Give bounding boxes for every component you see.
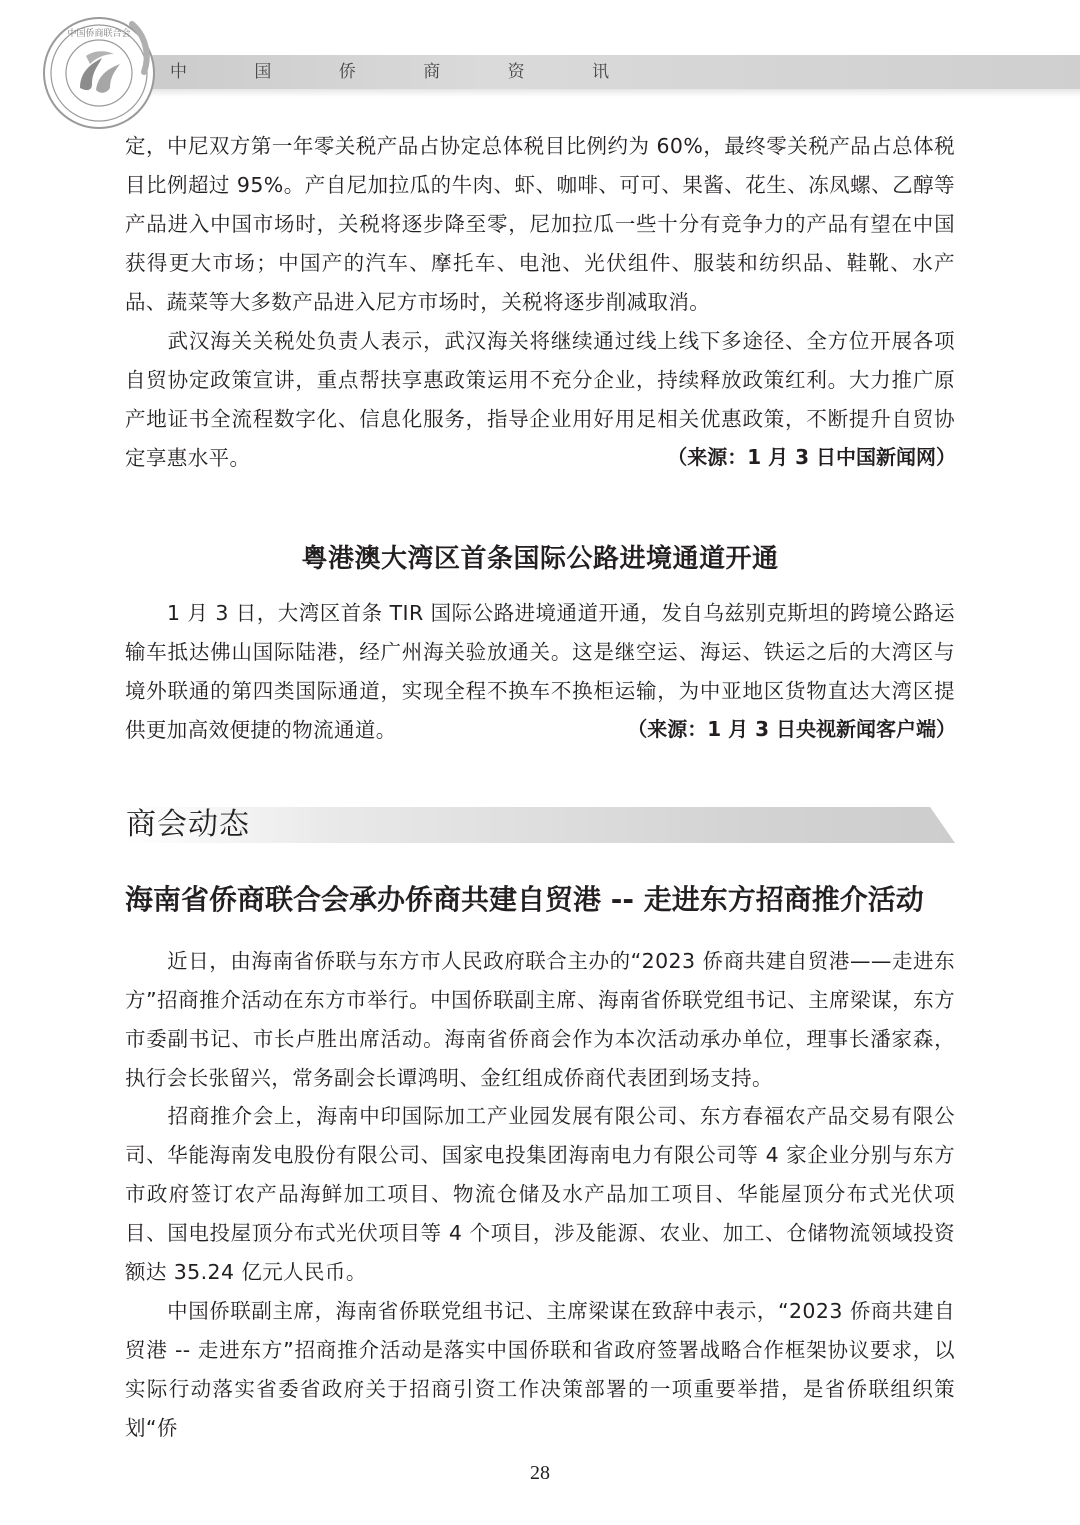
header-title: 中 国 侨 商 资 讯 bbox=[170, 62, 641, 82]
article-title-hainan: 海南省侨商联合会承办侨商共建自贸港 -- 走进东方招商推介活动 bbox=[125, 883, 924, 916]
paragraph-customs: 武汉海关关税处负责人表示，武汉海关将继续通过线上线下多途径、全方位开展各项自贸协定政策宣讲，重点帮扶享惠政策运用不充分企业，持续释放政策红利。大力推广原产地证书全流程数字化、信息化服务，指导企业用好用足相关优惠政策，不断提升自贸协定享惠水平。 bbox=[125, 329, 955, 470]
article-headline-gba: 粤港澳大湾区首条国际公路进境通道开通 bbox=[301, 544, 779, 574]
logo-text: 中国侨商联合会 bbox=[67, 29, 131, 39]
logo bbox=[40, 14, 158, 132]
page-number: 28 bbox=[530, 1462, 550, 1484]
source-note-1: （来源：1 月 3 日中国新闻网） bbox=[667, 445, 956, 469]
paragraph-hainan-1: 近日，由海南省侨联与东方市人民政府联合主办的“2023 侨商共建自贸港——走进东方”招商推介活动在东方市举行。中国侨联副主席、海南省侨联党组书记、主席梁谋，东方市委副书记、市长卢胜出席活动。海南省侨商会作为本次活动承办单位，理事长潘家森，执行会长张留兴，常务副会长谭鸿明、金红组成侨商代表团到场支持。 bbox=[125, 949, 955, 1090]
paragraph-gba: 1 月 3 日，大湾区首条 TIR 国际公路进境通道开通，发自乌兹别克斯坦的跨境公路运输车抵达佛山国际陆港，经广州海关验放通关。这是继空运、海运、铁运之后的大湾区与境外联通的第四类国际通道，实现全程不换车不换柜运输，为中亚地区货物直达大湾区提供更加高效便捷的物流通道。 bbox=[125, 601, 955, 742]
section-title: 商会动态 bbox=[126, 807, 250, 842]
source-note-2: （来源：1 月 3 日央视新闻客户端） bbox=[627, 717, 956, 741]
paragraph-continuation: 定，中尼双方第一年零关税产品占协定总体税目比例约为 60%，最终零关税产品占总体税目比例超过 95%。产自尼加拉瓜的牛肉、虾、咖啡、可可、果酱、花生、冻凤螺、乙醇等产品进入中国市场时，关税将逐步降至零，尼加拉瓜一些十分有竞争力的产品有望在中国获得更大市场；中国产的汽车、摩托车、电池、光伏组件、服装和纺织品、鞋靴、水产品、蔬菜等大多数产品进入尼方市场时，关税将逐步削减取消。 bbox=[125, 134, 955, 314]
header-band-shadow bbox=[95, 89, 1080, 97]
paragraph-hainan-2: 招商推介会上，海南中印国际加工产业园发展有限公司、东方春福农产品交易有限公司、华能海南发电股份有限公司、国家电投集团海南电力有限公司等 4 家企业分别与东方市政府签订农产品海鲜加工项目、物流仓储及水产品加工项目、华能屋顶分布式光伏项目、国电投屋顶分布式光伏项目等 4 个项目，涉及能源、农业、加工、仓储物流领域投资额达 35.24 亿元人民币。 bbox=[125, 1104, 955, 1284]
paragraph-hainan-3: 中国侨联副主席，海南省侨联党组书记、主席梁谋在致辞中表示，“2023 侨商共建自贸港 -- 走进东方”招商推介活动是落实中国侨联和省政府签署战略合作框架协议要求，以实际行动落实省委省政府关于招商引资工作决策部署的一项重要举措，是省侨联组织策划“侨 bbox=[125, 1299, 955, 1440]
